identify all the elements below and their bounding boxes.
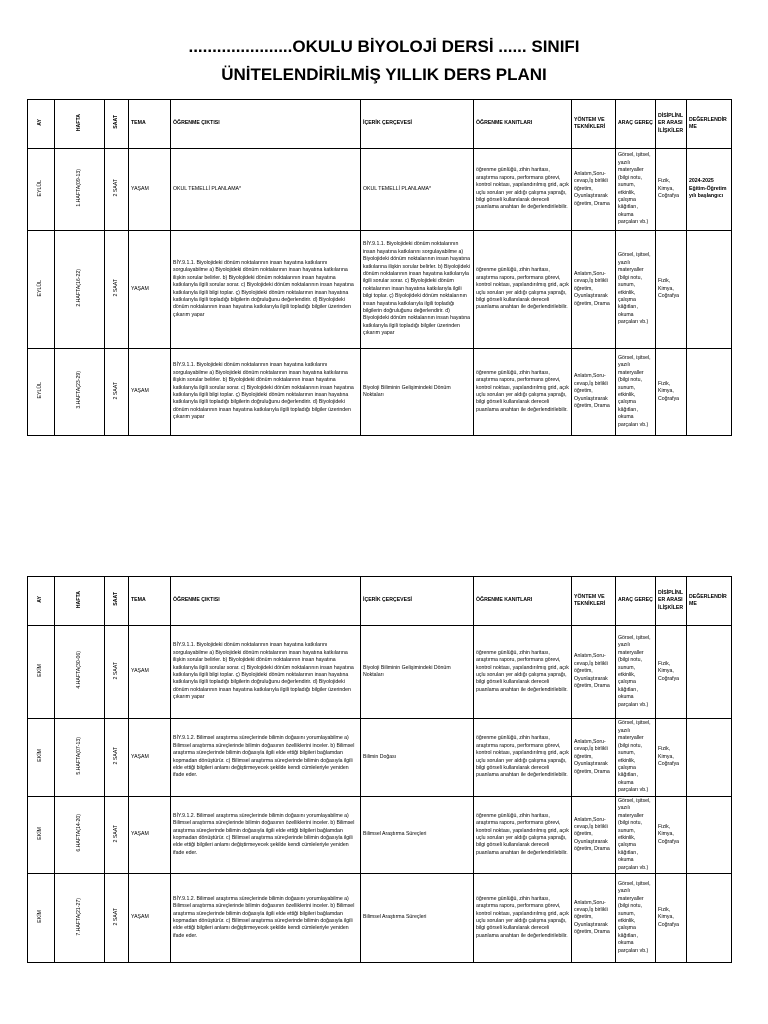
- cell-degerlendirme: [687, 349, 732, 436]
- cell-hafta: [55, 626, 105, 719]
- cell-arac: Görsel, işitsel, yazılı materyaller (bilgi notu, sunum, etkinlik, çalışma kâğıtları, okuma parçaları vb.): [616, 349, 656, 436]
- cell-kanitlar: öğrenme günlüğü, zihin haritası, araştırma raporu, performans görevi, kontrol noktası, yapılandırılmış grid, açık uçlu soruları yer aldığı çalışma yaprağı, bilgi görseli kullanılarak dereceli puanlama anahtarı ile değerlendirilebilir.: [474, 874, 572, 963]
- cell-saat: [105, 149, 129, 231]
- header-kanitlar: ÖĞRENME KANITLARI: [474, 577, 572, 626]
- cell-tema: YAŞAM: [129, 349, 171, 436]
- cell-yontem: Anlatım,Soru-cevap,İş birlikli öğretim, Oyunlaştırarak öğretim, Drama: [572, 349, 616, 436]
- cell-yontem: Anlatım,Soru-cevap,İş birlikli öğretim, Oyunlaştırarak öğretim, Drama: [572, 149, 616, 231]
- header-degerlendirme: DEĞERLENDİRME: [687, 577, 732, 626]
- header-ogrenme-ciktisi: ÖĞRENME ÇIKTISI: [171, 577, 361, 626]
- cell-arac: Görsel, işitsel, yazılı materyaller (bilgi notu, sunum, etkinlik, çalışma kâğıtları, okuma parçaları vb.): [616, 149, 656, 231]
- header-saat-label: SAAT: [112, 592, 119, 607]
- cell-icerik: Bilimin Doğası: [361, 719, 474, 797]
- header-yontem: YÖNTEM VE TEKNİKLERİ: [572, 100, 616, 149]
- cell-tema: YAŞAM: [129, 231, 171, 349]
- header-kanitlar: ÖĞRENME KANITLARI: [474, 100, 572, 149]
- cell-hafta-text: 4.HAFTA(30-06): [75, 651, 82, 690]
- cell-icerik: Biyoloji Biliminin Gelişimindeki Dönüm Noktaları: [361, 626, 474, 719]
- cell-hafta: [55, 874, 105, 963]
- cell-ay-text: EYLÜL: [37, 179, 44, 197]
- header-icerik: İÇERİK ÇERÇEVESİ: [361, 577, 474, 626]
- cell-icerik: OKUL TEMELLİ PLANLAMA*: [361, 149, 474, 231]
- cell-hafta-text: 7.HAFTA(21-27): [75, 897, 82, 936]
- header-ay: [28, 577, 55, 626]
- header-tema: TEMA: [129, 577, 171, 626]
- cell-disiplin: Fizik, Kimya, Coğrafya: [656, 626, 687, 719]
- cell-saat: [105, 719, 129, 797]
- cell-icerik: Biyoloji Biliminin Gelişimindeki Dönüm Noktaları: [361, 349, 474, 436]
- cell-disiplin: Fizik, Kimya, Coğrafya: [656, 874, 687, 963]
- cell-kanitlar: öğrenme günlüğü, zihin haritası, araştırma raporu, performans görevi, kontrol noktası, yapılandırılmış grid, açık uçlu soruları yer aldığı çalışma yaprağı, bilgi görseli kullanılarak dereceli puanlama anahtarı ile değerlendirilebilir.: [474, 231, 572, 349]
- cell-degerlendirme: [687, 626, 732, 719]
- document-title-line2: ÜNİTELENDİRİLMİŞ YILLIK DERS PLANI: [221, 65, 547, 84]
- cell-ogrenme-ciktisi: BİY.9.1.2. Bilimsel araştırma süreçlerinde bilimin doğasını yorumlayabilme a) Bilimsel araştırma süreçlerinde bilimin doğasının özelliklerini inceler. b) Bilimsel araştırma süreçlerinde bilimin doğasıyla ilgili elde ettiği bilgileri bağlamdan kopmadan dönüştürür. c) Bilimsel araştırma süreçlerinde bilimin doğasıyla ilgili elde ettiği bilgileri anlamı değiştirmeyecek şekilde kendi cümleleriyle yeniden ifade eder.: [171, 719, 361, 797]
- cell-kanitlar: öğrenme günlüğü, zihin haritası, araştırma raporu, performans görevi, kontrol noktası, yapılandırılmış grid, açık uçlu soruları yer aldığı çalışma yaprağı, bilgi görseli kullanılarak dereceli puanlama anahtarı ile değerlendirilebilir.: [474, 719, 572, 797]
- cell-ay: [28, 149, 55, 231]
- cell-saat-text: 2 SAAT: [112, 824, 119, 843]
- table-row: [28, 719, 732, 797]
- cell-disiplin: Fizik, Kimya, Coğrafya: [656, 719, 687, 797]
- cell-ogrenme-ciktisi: BİY.9.1.2. Bilimsel araştırma süreçlerinde bilimin doğasını yorumlayabilme a) Bilimsel araştırma süreçlerinde bilimin doğasının özelliklerini inceler. b) Bilimsel araştırma süreçlerinde bilimin doğasıyla ilgili elde ettiği bilgileri bağlamdan kopmadan dönüştürür. c) Bilimsel araştırma süreçlerinde bilimin doğasıyla ilgili elde ettiği bilgileri anlamı değiştirmeyecek şekilde kendi cümleleriyle yeniden ifade eder.: [171, 874, 361, 963]
- cell-saat-text: 2 SAAT: [112, 179, 119, 197]
- plan-table-1: [27, 99, 732, 436]
- cell-saat-text: 2 SAAT: [112, 907, 119, 926]
- header-disiplin: DİSİPLİNLER ARASI İLİŞKİLER: [656, 100, 687, 149]
- table-row: [28, 149, 732, 231]
- header-row: [28, 577, 732, 626]
- cell-arac: Görsel, işitsel, yazılı materyaller (bilgi notu, sunum, etkinlik, çalışma kâğıtları, okuma parçaları vb.): [616, 231, 656, 349]
- document-title-line1: ......................OKULU BİYOLOJİ DERSİ ...... SINIFI: [188, 37, 580, 56]
- cell-tema: YAŞAM: [129, 719, 171, 797]
- header-hafta: [55, 577, 105, 626]
- header-ay-label: AY: [37, 595, 44, 603]
- cell-arac: Görsel, işitsel, yazılı materyaller (bilgi notu, sunum, etkinlik, çalışma kâğıtları, okuma parçaları vb.): [616, 719, 656, 797]
- cell-yontem: Anlatım,Soru-cevap,İş birlikli öğretim, Oyunlaştırarak öğretim, Drama: [572, 874, 616, 963]
- cell-kanitlar: öğrenme günlüğü, zihin haritası, araştırma raporu, performans görevi, kontrol noktası, yapılandırılmış grid, açık uçlu soruları yer aldığı çalışma yaprağı, bilgi görseli kullanılarak dereceli puanlama anahtarı ile değerlendirilebilir.: [474, 349, 572, 436]
- cell-yontem: Anlatım,Soru-cevap,İş birlikli öğretim, Oyunlaştırarak öğretim, Drama: [572, 719, 616, 797]
- cell-hafta: [55, 231, 105, 349]
- cell-ay: [28, 719, 55, 797]
- cell-saat-text: 2 SAAT: [112, 747, 119, 765]
- cell-icerik: Bilimsel Araştırma Süreçleri: [361, 874, 474, 963]
- cell-icerik: Bilimsel Araştırma Süreçleri: [361, 797, 474, 874]
- cell-kanitlar: öğrenme günlüğü, zihin haritası, araştırma raporu, performans görevi, kontrol noktası, yapılandırılmış grid, açık uçlu soruları yer aldığı çalışma yaprağı, bilgi görseli kullanılarak dereceli puanlama anahtarı ile değerlendirilebilir.: [474, 626, 572, 719]
- cell-degerlendirme: [687, 797, 732, 874]
- header-tema: TEMA: [129, 100, 171, 149]
- cell-ay-text: EYLÜL: [37, 382, 44, 399]
- table-row: [28, 626, 732, 719]
- table-row: [28, 874, 732, 963]
- header-hafta-label: HAFTA: [75, 113, 82, 131]
- header-ogrenme-ciktisi: ÖĞRENME ÇIKTISI: [171, 100, 361, 149]
- cell-arac: Görsel, işitsel, yazılı materyaller (bilgi notu, sunum, etkinlik, çalışma kâğıtları, okuma parçaları vb.): [616, 874, 656, 963]
- cell-ogrenme-ciktisi: BİY.9.1.2. Bilimsel araştırma süreçlerinde bilimin doğasını yorumlayabilme a) Bilimsel araştırma süreçlerinde bilimin doğasının özelliklerini inceler. b) Bilimsel araştırma süreçlerinde bilimin doğasıyla ilgili elde ettiği bilgileri bağlamdan kopmadan dönüştürür. c) Bilimsel araştırma süreçlerinde bilimin doğasıyla ilgili elde ettiği bilgileri anlamı değiştirmeyecek şekilde kendi cümleleriyle yeniden ifade eder.: [171, 797, 361, 874]
- header-ay: [28, 100, 55, 149]
- cell-ay: [28, 626, 55, 719]
- cell-saat-text: 2 SAAT: [112, 381, 119, 400]
- cell-tema: YAŞAM: [129, 797, 171, 874]
- cell-yontem: Anlatım,Soru-cevap,İş birlikli öğretim, Oyunlaştırarak öğretim, Drama: [572, 231, 616, 349]
- cell-hafta: [55, 797, 105, 874]
- cell-tema: YAŞAM: [129, 874, 171, 963]
- header-ay-label: AY: [37, 118, 44, 126]
- cell-saat: [105, 874, 129, 963]
- cell-saat: [105, 626, 129, 719]
- table-row: [28, 349, 732, 436]
- cell-kanitlar: öğrenme günlüğü, zihin haritası, araştırma raporu, performans görevi, kontrol noktası, yapılandırılmış grid, açık uçlu soruları yer aldığı çalışma yaprağı, bilgi görseli kullanılarak dereceli puanlama anahtarı ile değerlendirilebilir.: [474, 149, 572, 231]
- cell-disiplin: Fizik, Kimya, Coğrafya: [656, 231, 687, 349]
- cell-ay: [28, 874, 55, 963]
- cell-saat: [105, 349, 129, 436]
- cell-hafta-text: 5.HAFTA(07-13): [75, 736, 82, 775]
- cell-tema: YAŞAM: [129, 149, 171, 231]
- cell-hafta-text: 6.HAFTA(14-20): [75, 814, 82, 853]
- cell-hafta: [55, 719, 105, 797]
- header-saat-label: SAAT: [112, 115, 119, 130]
- header-arac: ARAÇ GEREÇ: [616, 100, 656, 149]
- table-row: [28, 231, 732, 349]
- cell-disiplin: Fizik, Kimya, Coğrafya: [656, 797, 687, 874]
- cell-hafta-text: 2.HAFTA(16-22): [75, 268, 82, 307]
- cell-icerik: BİY.9.1.1. Biyolojideki dönüm noktalarının insan hayatına katkılarını sorgulayabilme a) Biyolojideki dönüm noktalarının insan hayatına katkılarına ilişkin sorular belirler. b) Biyolojideki dönüm noktalarının insan hayatına katkılarıyla ilgili sorular sorar. c) Biyolojideki dönüm noktalarının insan hayatına katkılarıyla ilgili bilgi toplar. ç) Biyolojideki dönüm noktalarının insan hayatına katkılarıyla ilgili topladığı bilgilerin doğruluğunu değerlendirir. d) Biyolojideki dönüm noktalarının insan hayatına katkılarıyla ilgili topladığı bilgiler üzerinden çıkarım yapar: [361, 231, 474, 349]
- table-row: [28, 797, 732, 874]
- cell-hafta: [55, 149, 105, 231]
- cell-hafta-text: 3.HAFTA(23-29): [75, 371, 82, 410]
- cell-ay: [28, 349, 55, 436]
- cell-disiplin: Fizik, Kimya, Coğrafya: [656, 349, 687, 436]
- cell-degerlendirme: [687, 874, 732, 963]
- cell-kanitlar: öğrenme günlüğü, zihin haritası, araştırma raporu, performans görevi, kontrol noktası, yapılandırılmış grid, açık uçlu soruları yer aldığı çalışma yaprağı, bilgi görseli kullanılarak dereceli puanlama anahtarı ile değerlendirilebilir.: [474, 797, 572, 874]
- cell-arac: Görsel, işitsel, yazılı materyaller (bilgi notu, sunum, etkinlik, çalışma kâğıtları, okuma parçaları vb.): [616, 797, 656, 874]
- cell-yontem: Anlatım,Soru-cevap,İş birlikli öğretim, Oyunlaştırarak öğretim, Drama: [572, 797, 616, 874]
- header-arac: ARAÇ GEREÇ: [616, 577, 656, 626]
- cell-saat: [105, 231, 129, 349]
- cell-ay: [28, 797, 55, 874]
- cell-ogrenme-ciktisi: BİY.9.1.1. Biyolojideki dönüm noktalarının insan hayatına katkılarını sorgulayabilme a) Biyolojideki dönüm noktalarının insan hayatına katkılarına ilişkin sorular belirler. b) Biyolojideki dönüm noktalarının insan hayatına katkılarıyla ilgili sorular sorar. c) Biyolojideki dönüm noktalarının insan hayatına katkılarıyla ilgili bilgi toplar. ç) Biyolojideki dönüm noktalarının insan hayatına katkılarıyla ilgili topladığı bilgilerin doğruluğunu değerlendirir. d) Biyolojideki dönüm noktalarının insan hayatına katkılarıyla ilgili topladığı bilgiler üzerinden çıkarım yapar: [171, 626, 361, 719]
- header-row: [28, 100, 732, 149]
- cell-disiplin: Fizik, Kimya, Coğrafya: [656, 149, 687, 231]
- cell-ay-text: EKİM: [37, 663, 44, 677]
- cell-hafta: [55, 349, 105, 436]
- cell-ay: [28, 231, 55, 349]
- cell-degerlendirme: [687, 719, 732, 797]
- cell-ogrenme-ciktisi: BİY.9.1.1. Biyolojideki dönüm noktalarının insan hayatına katkılarını sorgulayabilme a) Biyolojideki dönüm noktalarının insan hayatına katkılarına ilişkin sorular belirler. b) Biyolojideki dönüm noktalarının insan hayatına katkılarıyla ilgili sorular sorar. c) Biyolojideki dönüm noktalarının insan hayatına katkılarıyla ilgili bilgi toplar. ç) Biyolojideki dönüm noktalarının insan hayatına katkılarıyla ilgili topladığı bilgilerin doğruluğunu değerlendirir. d) Biyolojideki dönüm noktalarının insan hayatına katkılarıyla ilgili topladığı bilgiler üzerinden çıkarım yapar: [171, 349, 361, 436]
- cell-ay-text: EYLÜL: [37, 279, 44, 297]
- cell-saat-text: 2 SAAT: [112, 279, 119, 297]
- cell-ay-text: EKİM: [37, 910, 44, 923]
- cell-ogrenme-ciktisi: BİY.9.1.1. Biyolojideki dönüm noktalarının insan hayatına katkılarını sorgulayabilme a) Biyolojideki dönüm noktalarının insan hayatına katkılarına ilişkin sorular belirler. b) Biyolojideki dönüm noktalarının insan hayatına katkılarıyla ilgili sorular sorar. c) Biyolojideki dönüm noktalarının insan hayatına katkılarıyla ilgili bilgi toplar. ç) Biyolojideki dönüm noktalarının insan hayatına katkılarıyla ilgili topladığı bilgilerin doğruluğunu değerlendirir. d) Biyolojideki dönüm noktalarının insan hayatına katkılarıyla ilgili topladığı bilgiler üzerinden çıkarım yapar: [171, 231, 361, 349]
- cell-saat-text: 2 SAAT: [112, 661, 119, 680]
- header-disiplin: DİSİPLİNLER ARASI İLİŞKİLER: [656, 577, 687, 626]
- cell-ay-text: EKİM: [37, 749, 44, 763]
- cell-yontem: Anlatım,Soru-cevap,İş birlikli öğretim, Oyunlaştırarak öğretim, Drama: [572, 626, 616, 719]
- cell-arac: Görsel, işitsel, yazılı materyaller (bilgi notu, sunum, etkinlik, çalışma kâğıtları, okuma parçaları vb.): [616, 626, 656, 719]
- header-hafta: [55, 100, 105, 149]
- cell-tema: YAŞAM: [129, 626, 171, 719]
- header-saat: [105, 100, 129, 149]
- plan-table-2: [27, 576, 732, 963]
- cell-saat: [105, 797, 129, 874]
- cell-degerlendirme: 2024-2025 Eğitim-Öğretim yılı başlangıcı: [687, 149, 732, 231]
- header-yontem: YÖNTEM VE TEKNİKLERİ: [572, 577, 616, 626]
- header-hafta-label: HAFTA: [75, 590, 82, 608]
- cell-hafta-text: 1.HAFTA(09-13): [75, 168, 82, 207]
- cell-ay-text: EKİM: [37, 826, 44, 840]
- header-saat: [105, 577, 129, 626]
- header-degerlendirme: DEĞERLENDİRME: [687, 100, 732, 149]
- cell-ogrenme-ciktisi: OKUL TEMELLİ PLANLAMA*: [171, 149, 361, 231]
- header-icerik: İÇERİK ÇERÇEVESİ: [361, 100, 474, 149]
- cell-degerlendirme: [687, 231, 732, 349]
